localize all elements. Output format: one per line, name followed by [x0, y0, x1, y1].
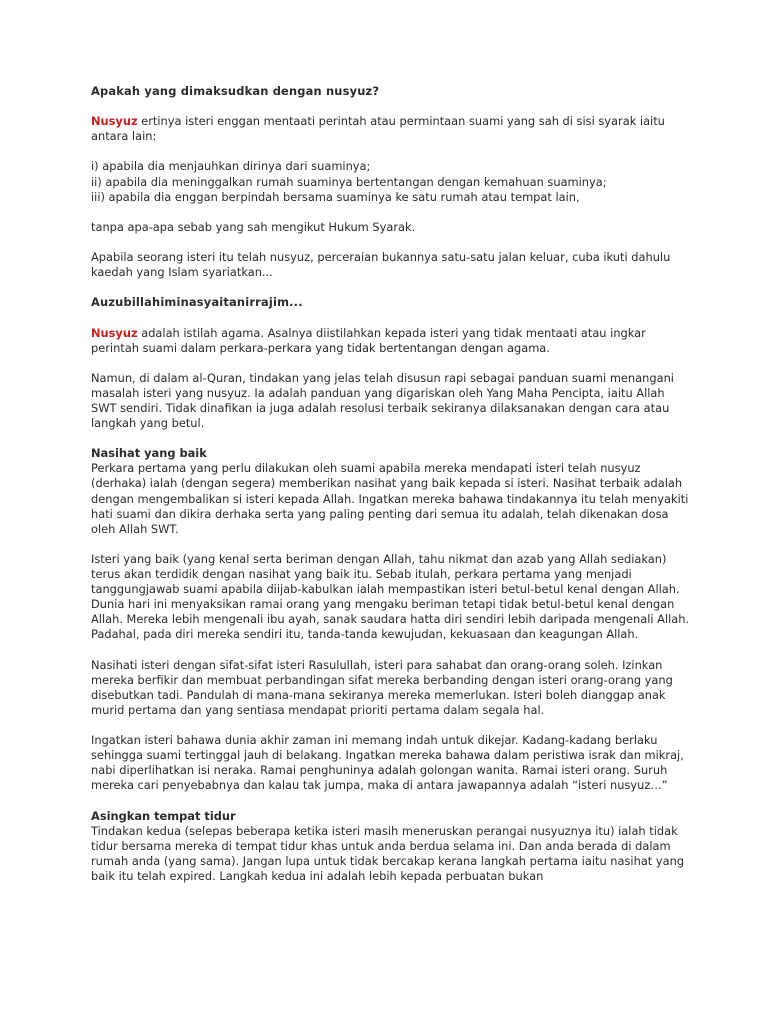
section-asingkan	[91, 809, 691, 884]
paragraph-term	[91, 326, 691, 356]
paragraph-quran: Namun, di dalam al-Quran, tindakan yang jelas telah disusun rapi sebagai panduan suami menangani masalah isteri yang nusyuz. Ia adalah panduan yang digariskan oleh Yang Maha Pencipta, iaitu Allah SWT sendiri. Tidak dinafikan ia juga adalah resolusi terbaik sekiranya dilaksanakan dengan cara atau langkah yang betul.	[91, 370, 674, 431]
paragraph-good-wife: Isteri yang baik (yang kenal serta beriman dengan Allah, tahu nikmat dan azab yang Allah sediakan) terus akan terdidik dengan nasihat yang baik itu. Sebab itulah, perkara pertama yang menjadi tanggungjawab suami apabila diijab-kabulkan ialah mempastikan isteri betul-betul kenal dengan Allah. Dunia hari ini menyaksikan ramai orang yang mengaku beriman tetapi tidak betul-betul kenal dengan Allah. Mereka lebih mengenali ibu ayah, sanak saudara hatta diri sendiri lebih daripada mengenali Allah. Padahal, pada diri mereka sendiri itu, tanda-tanda kewujudan, kekuasaan dan keagungan Allah.	[91, 551, 690, 642]
section-nasihat	[91, 446, 691, 537]
subheading-auzubillah: Auzubillahiminasyaitanirrajim...	[91, 295, 303, 310]
section-title-asingkan: Asingkan tempat tidur	[91, 808, 236, 823]
paragraph-definition	[91, 114, 691, 144]
keyword-nusyuz: Nusyuz	[91, 325, 138, 340]
paragraph-reason: tanpa apa-apa sebab yang sah mengikut Hukum Syarak.	[91, 219, 416, 234]
list-item: ii) apabila dia meninggalkan rumah suaminya bertentangan dengan kemahuan suaminya;	[91, 174, 607, 189]
paragraph-definition-text: ertinya isteri enggan mentaati perintah atau permintaan suami yang sah di sisi syarak iaitu antara lain:	[91, 114, 665, 144]
condition-list	[91, 159, 691, 204]
paragraph-remind-wife: Ingatkan isteri bahawa dunia akhir zaman ini memang indah untuk dikejar. Kadang-kadang berlaku sehingga suami tertinggal jauh di belakang. Ingatkan mereka bahawa dalam peristiwa israk dan mikraj, nabi diperlihatkan isi neraka. Ramai penghuninya adalah golongan wanita. Ramai isteri orang. Suruh mereka cari penyebabnya dan kalau tak jumpa, maka di antara jawapannya adalah “isteri nusyuz…”	[91, 733, 684, 793]
list-item: i) apabila dia menjauhkan dirinya dari suaminya;	[91, 159, 371, 174]
list-item: iii) apabila dia enggan berpindah bersama suaminya ke satu rumah atau tempat lain,	[91, 189, 580, 204]
section-title-nasihat: Nasihat yang baik	[91, 446, 207, 461]
keyword-nusyuz: Nusyuz	[91, 114, 138, 129]
section-nasihat-text: Perkara pertama yang perlu dilakukan oleh suami apabila mereka mendapati isteri telah nusyuz (derhaka) ialah (dengan segera) memberikan nasihat yang baik kepada si isteri. Nasihat terbaik adalah dengan mengembalikan si isteri kepada Allah. Ingatkan mereka bahawa tindakannya itu telah menyakiti hati suami dan dikira derhaka serta yang paling penting dari semua itu adalah, telah dikenakan dosa oleh Allah SWT.	[91, 461, 689, 536]
paragraph-divorce: Apabila seorang isteri itu telah nusyuz, perceraian bukannya satu-satu jalan keluar, cuba ikuti dahulu kaedah yang Islam syariatkan...	[91, 250, 671, 280]
paragraph-advise-wife: Nasihati isteri dengan sifat-sifat isteri Rasulullah, isteri para sahabat dan orang-orang soleh. Izinkan mereka berfikir dan membuat perbandingan sifat mereka berbanding dengan isteri orang-orang yang disebutkan tadi. Pandulah di mana-mana sekiranya mereka memerlukan. Isteri boleh dianggap anak murid pertama dan yang sentiasa mendapat prioriti pertama dalam segala hal.	[91, 657, 673, 717]
section-asingkan-text: Tindakan kedua (selepas beberapa ketika isteri masih meneruskan perangai nusyuznya itu) ialah tidak tidur bersama mereka di tempat tidur khas untuk anda berdua selama ini. Dan anda berada di dalam rumah anda (yang sama). Jangan lupa untuk tidak bercakap kerana langkah pertama iaitu nasihat yang baik itu telah expired. Langkah kedua ini adalah lebih kepada perbuatan bukan	[91, 823, 685, 883]
document-body	[91, 84, 691, 899]
paragraph-term-text: adalah istilah agama. Asalnya diistilahkan kepada isteri yang tidak mentaati atau ingkar perintah suami dalam perkara-perkara yang tidak bertentangan dengan agama.	[91, 325, 646, 355]
document-title: Apakah yang dimaksudkan dengan nusyuz?	[91, 84, 380, 98]
